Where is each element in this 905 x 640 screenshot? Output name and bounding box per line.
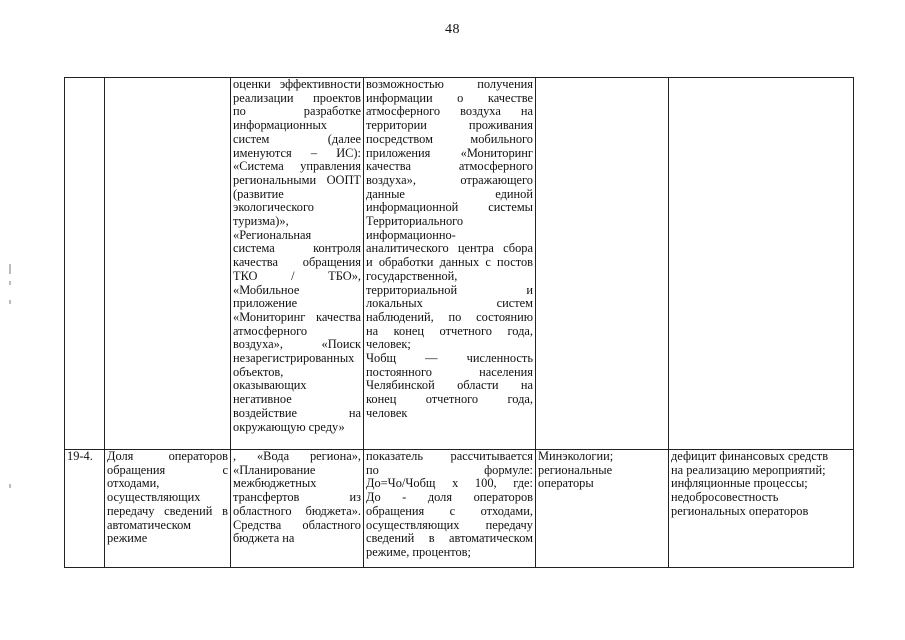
text-line: экологического	[233, 200, 314, 215]
text-line: информации о качестве	[366, 90, 533, 105]
scan-mark	[9, 264, 11, 274]
text-line: окружающую среду»	[233, 419, 345, 434]
text-line: воздействие на	[233, 405, 361, 420]
text-line: Челябинской области на	[366, 378, 533, 393]
scan-mark	[9, 300, 11, 304]
text-line: осуществляющих	[107, 490, 201, 505]
text-line: областного бюджета».	[233, 503, 361, 518]
row1-indicator-cell	[105, 78, 231, 450]
text-line: региональных операторов	[671, 503, 809, 518]
text-line: обращения с отходами,	[366, 503, 533, 518]
text-line: инфляционные процессы;	[671, 476, 808, 491]
text-line: объектов,	[233, 364, 284, 379]
text-line: дефицит финансовых средств	[671, 449, 829, 463]
text-line: До - доля операторов	[366, 490, 533, 505]
table-row	[65, 450, 854, 568]
text-line: государственной,	[366, 268, 458, 283]
text-line: постоянного населения	[366, 364, 533, 379]
text-line: территориальной и	[366, 282, 533, 297]
text-line: ТКО / ТБО»,	[233, 268, 361, 283]
text-line: на конец отчетного года,	[366, 323, 533, 338]
text-line: сведений в автоматическом	[366, 531, 533, 546]
text-line: (развитие	[233, 186, 284, 201]
text-line: информационных	[233, 118, 327, 133]
text-line: , «Вода региона»,	[233, 449, 361, 463]
text-line: территории проживания	[366, 118, 533, 133]
text-line: туризма)»,	[233, 214, 289, 229]
row2-number-cell	[65, 450, 105, 568]
text-line: качества атмосферного	[366, 159, 533, 174]
text-line: по разработке	[233, 104, 361, 119]
text-line: негативное	[233, 392, 292, 407]
row1-responsible-cell	[536, 78, 669, 450]
text-line: «Мобильное	[233, 282, 300, 297]
text-line: возможностью получения	[366, 77, 533, 91]
page-number: 48	[445, 22, 460, 37]
scan-mark	[9, 484, 11, 488]
text-line: приложения «Мониторинг	[366, 145, 533, 160]
text-line: конец отчетного года,	[366, 392, 533, 407]
text-line: посредством мобильного	[366, 131, 533, 146]
row2-formula-text	[366, 450, 533, 560]
table-row	[65, 78, 854, 450]
text-line: воздуха», «Поиск	[233, 337, 361, 352]
text-line: «Планирование	[233, 462, 316, 477]
row1-formula-cell	[364, 78, 536, 450]
text-line: отходами,	[107, 476, 160, 491]
text-line: Территориального	[366, 214, 464, 229]
text-line: бюджета на	[233, 531, 295, 546]
text-line: Средства областного	[233, 517, 361, 532]
text-line: данные единой	[366, 186, 533, 201]
text-line: автоматическом	[107, 517, 191, 532]
text-line: Минэкологии;	[538, 449, 614, 463]
text-line: передачу сведений в	[107, 503, 228, 518]
text-line: именуются – ИС):	[233, 145, 361, 160]
text-line: межбюджетных	[233, 476, 317, 491]
text-line: недобросовестность	[671, 490, 779, 505]
row1-funding-text	[233, 78, 361, 434]
text-line: «Система управления	[233, 159, 361, 174]
text-line: информационно-	[366, 227, 456, 242]
text-line: «Мониторинг качества	[233, 309, 361, 324]
row2-indicator-text	[107, 450, 228, 546]
text-line: информационной системы	[366, 200, 533, 215]
text-line: Чобщ — численность	[366, 351, 533, 366]
scan-mark	[9, 281, 11, 285]
row2-risks-cell	[669, 450, 854, 568]
text-line: по формуле:	[366, 462, 533, 477]
row2-indicator-cell	[105, 450, 231, 568]
text-line: атмосферного	[233, 323, 308, 338]
text-line: аналитического центра сбора	[366, 241, 533, 256]
text-line: незарегистрированных	[233, 351, 355, 366]
text-line: систем (далее	[233, 131, 361, 146]
row2-funding-cell	[231, 450, 364, 568]
text-line: операторы	[538, 476, 594, 491]
row-number: 19-4.	[67, 449, 93, 463]
text-line: режиме, процентов;	[366, 544, 471, 559]
text-line: человек;	[366, 337, 411, 352]
text-line: До=Чо/Чобщ x 100, где:	[366, 476, 533, 491]
text-line: осуществляющих передачу	[366, 517, 533, 532]
row2-risks-text	[671, 450, 851, 519]
text-line: система контроля	[233, 241, 361, 256]
text-line: воздуха», отражающего	[366, 172, 533, 187]
text-line: оценки эффективности	[233, 77, 361, 91]
text-line: локальных систем	[366, 296, 533, 311]
text-line: качества обращения	[233, 255, 361, 270]
row2-formula-cell	[364, 450, 536, 568]
row1-funding-cell	[231, 78, 364, 450]
row2-responsible-text	[538, 450, 666, 491]
text-line: приложение	[233, 296, 298, 311]
text-line: «Региональная	[233, 227, 312, 242]
text-line: Доля операторов	[107, 449, 228, 463]
row1-number-cell	[65, 78, 105, 450]
text-line: трансфертов из	[233, 490, 361, 505]
text-line: региональными ООПТ	[233, 172, 361, 187]
text-line: атмосферного воздуха на	[366, 104, 533, 119]
row1-risks-cell	[669, 78, 854, 450]
text-line: на реализацию мероприятий;	[671, 462, 826, 477]
document-table	[64, 77, 854, 568]
row2-responsible-cell	[536, 450, 669, 568]
row2-funding-text	[233, 450, 361, 546]
text-line: наблюдений, по состоянию	[366, 309, 533, 324]
text-line: человек	[366, 405, 408, 420]
text-line: режиме	[107, 531, 148, 546]
text-line: обращения с	[107, 462, 228, 477]
row1-formula-text	[366, 78, 533, 421]
text-line: показатель рассчитывается	[366, 449, 533, 463]
text-line: реализации проектов	[233, 90, 361, 105]
text-line: и обработки данных с постов	[366, 255, 533, 270]
text-line: региональные	[538, 462, 613, 477]
text-line: оказывающих	[233, 378, 307, 393]
